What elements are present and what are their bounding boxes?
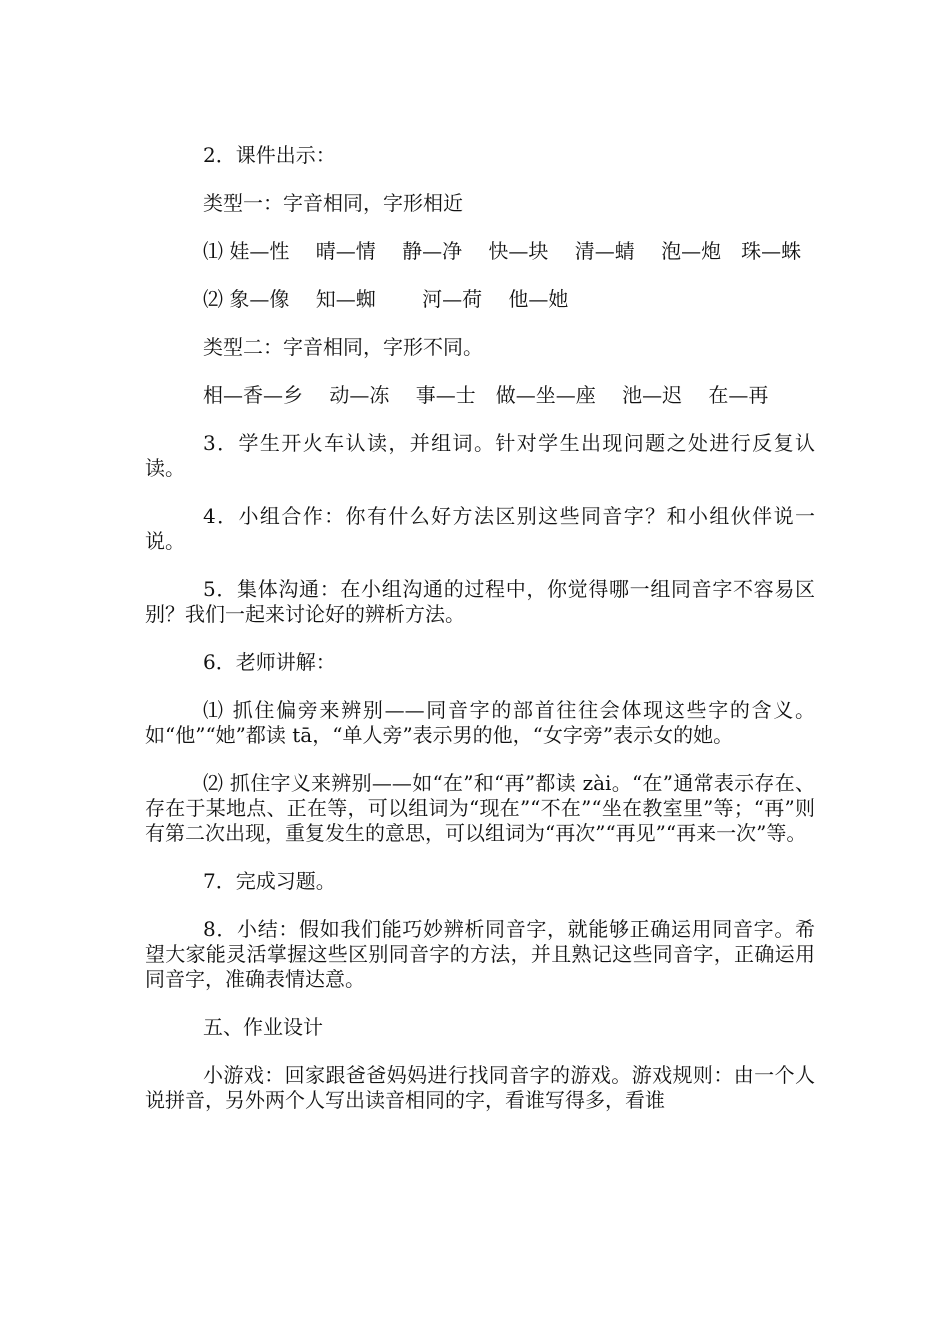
paragraph-type-two: 类型二：字音相同，字形不同。 <box>203 335 483 359</box>
paragraph-step-4: 4．小组合作：你有什么好方法区别这些同音字？和小组伙伴说一说。 <box>145 504 815 553</box>
paragraph-homework-game: 小游戏：回家跟爸爸妈妈进行找同音字的游戏。游戏规则：由一个人说拼音，另外两个人写出读音相同的字，看谁写得多，看谁 <box>145 1063 815 1112</box>
paragraph-courseware: 2．课件出示： <box>203 143 336 167</box>
document-page <box>145 143 815 1136</box>
paragraph-type-one: 类型一：字音相同，字形相近 <box>203 191 463 215</box>
paragraph-step-5: 5．集体沟通：在小组沟通的过程中，你觉得哪一组同音字不容易区别？我们一起来讨论好的辨析方法。 <box>145 577 815 626</box>
paragraph-type-one-list-2: ⑵ 象—像 知—蜘 河—荷 他—她 <box>203 287 569 311</box>
paragraph-step-6-item-1: ⑴ 抓住偏旁来辨别——同音字的部首往往会体现这些字的含义。如“他”“她”都读 tā，“单人旁”表示男的他，“女字旁”表示女的她。 <box>145 698 815 747</box>
paragraph-type-two-list: 相—香—乡 动—冻 事—士 做—坐—座 池—迟 在—再 <box>203 383 769 407</box>
paragraph-type-one-list-1: ⑴ 娃—性 晴—情 静—净 快—块 清—蜻 泡—炮 珠—蛛 <box>203 239 802 263</box>
paragraph-step-7: 7．完成习题。 <box>203 869 336 893</box>
paragraph-step-6: 6．老师讲解： <box>203 650 336 674</box>
paragraph-step-6-item-2: ⑵ 抓住字义来辨别——如“在”和“再”都读 zài。“在”通常表示存在、存在于某地点、正在等，可以组词为“现在”“不在”“坐在教室里”等；“再”则有第二次出现，重复发生的意思，可以组词为“再次”“再见”“再来一次”等。 <box>145 771 815 845</box>
section-heading-homework: 五、作业设计 <box>203 1015 323 1039</box>
paragraph-step-8: 8．小结：假如我们能巧妙辨析同音字，就能够正确运用同音字。希望大家能灵活掌握这些区别同音字的方法，并且熟记这些同音字，正确运用同音字，准确表情达意。 <box>145 917 815 991</box>
paragraph-step-3: 3．学生开火车认读，并组词。针对学生出现问题之处进行反复认读。 <box>145 431 815 480</box>
